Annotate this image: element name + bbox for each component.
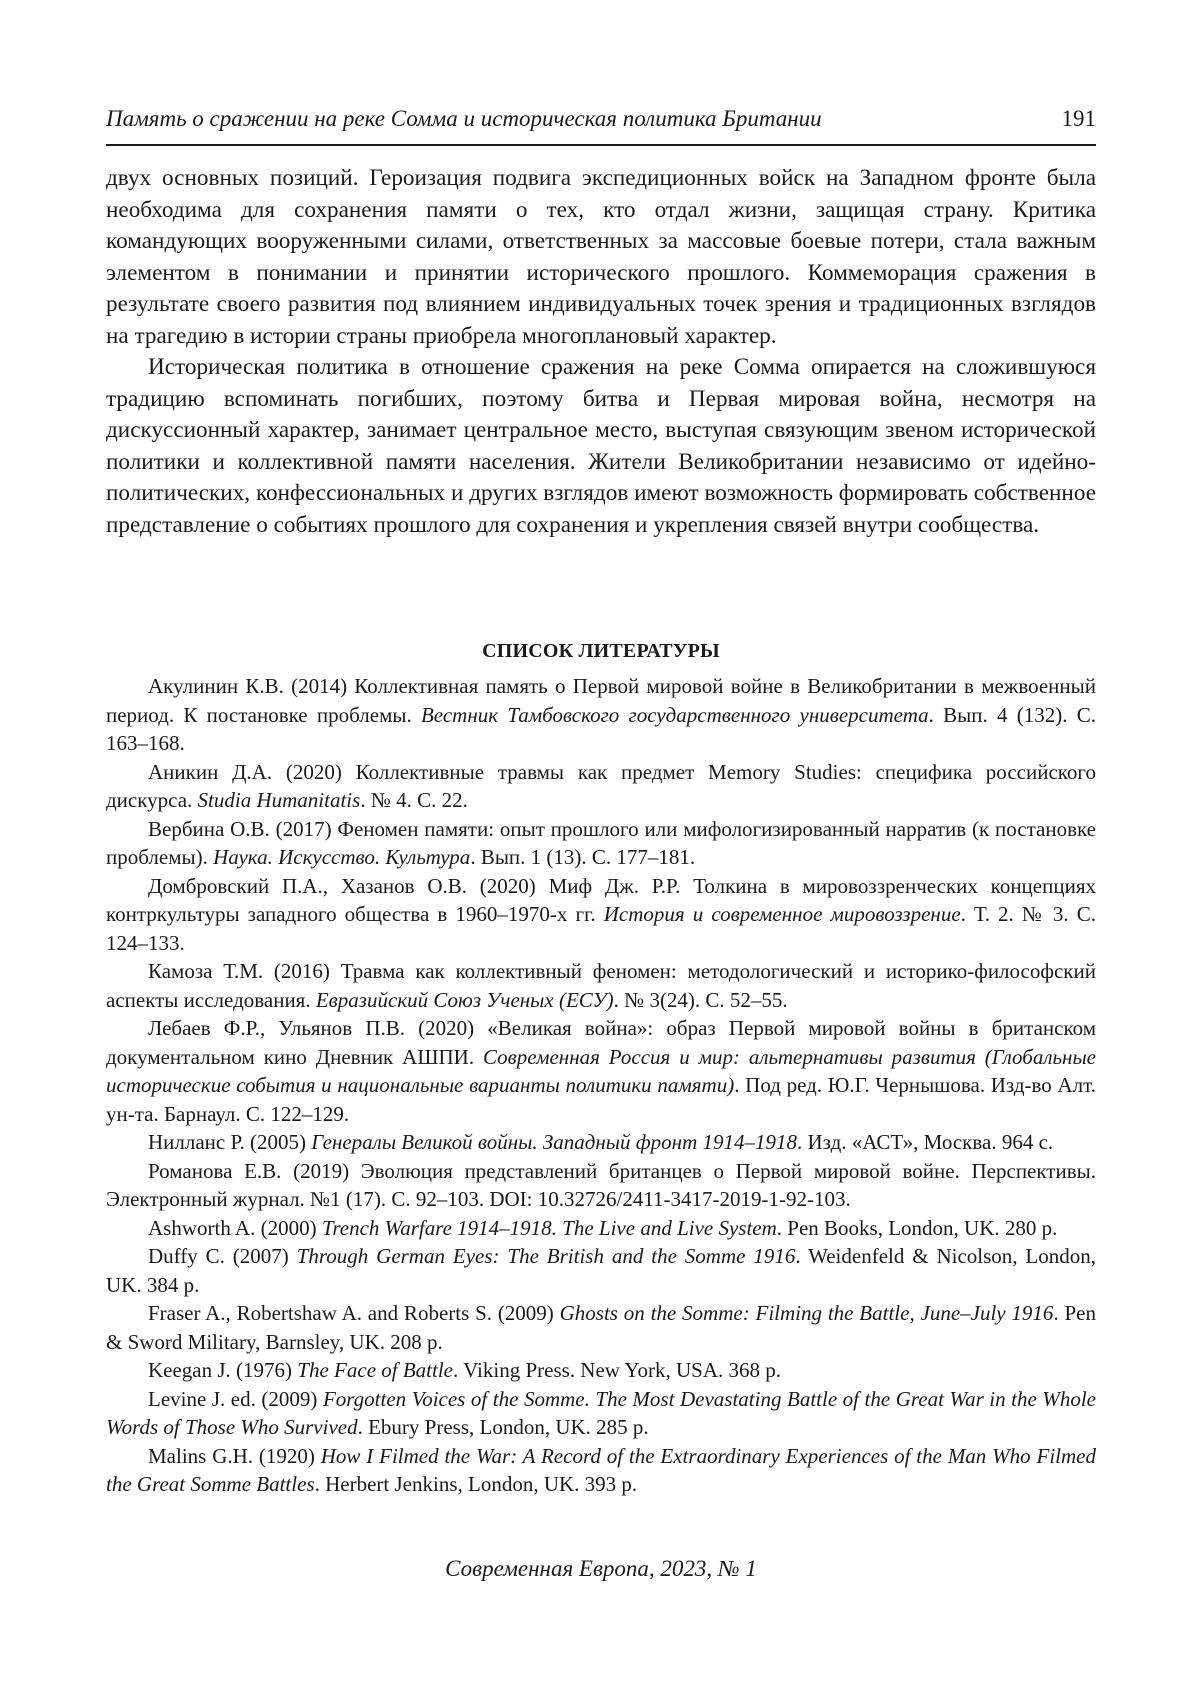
- reference-item: Keegan J. (1976) The Face of Battle. Viking Press. New York, USA. 368 p.: [148, 1358, 781, 1382]
- reference-item: Аникин Д.А. (2020) Коллективные травмы как предмет Memory Studies: специфика российского дискурса. Studia Humanitatis. № 4. С. 22.: [106, 759, 1096, 812]
- reference-item: Duffy C. (2007) Through German Eyes: The British and the Somme 1916. Weidenfeld & Nicolson, London, UK. 384 p.: [106, 1244, 1097, 1297]
- running-header: [106, 104, 1096, 146]
- reference-item: Лебаев Ф.Р., Ульянов П.В. (2020) «Великая война»: образ Первой мировой войны в британском документальном кино Дневник АШПИ. Современная Россия и мир: альтернативы развития (Глобальные исторические события и национальные варианты политики памяти). Под ред. Ю.Г. Чернышова. Изд-во Алт. ун-та. Барнаул. С. 122–129.: [106, 1016, 1096, 1126]
- reference-item: Романова Е.В. (2019) Эволюция представлений британцев о Первой мировой войне. Перспективы. Электронный журнал. №1 (17). С. 92–103. DOI: 10.32726/2411-3417-2019-1-92-103.: [106, 1158, 1096, 1211]
- body-text: [106, 163, 1096, 541]
- running-title: Память о сражении на реке Сомма и историческая политика Британии: [106, 106, 822, 131]
- reference-item: Камоза Т.М. (2016) Травма как коллективный феномен: методологический и историко-философский аспекты исследования. Евразийский Союз Ученых (ЕСУ). № 3(24). С. 52–55.: [106, 959, 1096, 1012]
- reference-item: Домбровский П.А., Хазанов О.В. (2020) Миф Дж. Р.Р. Толкина в мировоззренческих концепциях контркультуры западного общества в 1960–1970-х гг. История и современное мировоззрение. Т. 2. № 3. С. 124–133.: [106, 873, 1096, 955]
- reference-item: Нилланс Р. (2005) Генералы Великой войны. Западный фронт 1914–1918. Изд. «АСТ», Москва. 964 с.: [148, 1130, 1054, 1154]
- reference-item: Ashworth A. (2000) Trench Warfare 1914–1918. The Live and Live System. Pen Books, London, UK. 280 p.: [148, 1215, 1058, 1240]
- body-paragraph: Историческая политика в отношение сражения на реке Сомма опирается на сложившуюся традицию вспоминать погибших, поэтому битва и Первая мировая война, несмотря на дискуссионный характер, занимает центральное место, выступая связующим звеном исторической политики и коллективной памяти населения. Жители Великобритании независимо от идейно-политических, конфессиональных и других взглядов имеют возможность формировать собственное представление о событиях прошлого для сохранения и укрепления связей внутри сообщества.: [106, 354, 1096, 538]
- references-heading: СПИСОК ЛИТЕРАТУРЫ: [482, 640, 720, 662]
- page-number: 191: [1061, 106, 1096, 131]
- reference-item: Акулинин К.В. (2014) Коллективная память о Первой мировой войне в Великобритании в межвоенный период. К постановке проблемы. Вестник Тамбовского государственного университета. Вып. 4 (132). С. 163–168.: [106, 674, 1096, 755]
- reference-item: Вербина О.В. (2017) Феномен памяти: опыт прошлого или мифологизированный нарратив (к постановке проблемы). Наука. Искусство. Культура. Вып. 1 (13). С. 177–181.: [106, 816, 1096, 869]
- document-page: [106, 0, 1096, 1694]
- reference-item: Malins G.H. (1920) How I Filmed the War: A Record of the Extraordinary Experiences of the Man Who Filmed the Great Somme Battles. Herbert Jenkins, London, UK. 393 p.: [106, 1443, 1097, 1496]
- body-paragraph: двух основных позиций. Героизация подвига экспедиционных войск на Западном фронте была необходима для сохранения памяти о тех, кто отдал жизни, защищая страну. Критика командующих вооруженными силами, ответственных за массовые боевые потери, стала важным элементом в понимании и принятии исторического прошлого. Коммеморация сражения в результате своего развития под влиянием индивидуальных точек зрения и традиционных взглядов на трагедию в истории страны приобрела многоплановый характер.: [106, 165, 1096, 349]
- journal-footer: Современная Европа, 2023, № 1: [445, 1556, 757, 1581]
- reference-item: Fraser A., Robertshaw A. and Roberts S. (2009) Ghosts on the Somme: Filming the Battle, June–July 1916. Pen & Sword Military, Barnsley, UK. 208 p.: [106, 1301, 1096, 1354]
- references-list: [106, 672, 1096, 1499]
- reference-item: Levine J. ed. (2009) Forgotten Voices of the Somme. The Most Devastating Battle of the Great War in the Whole Words of Those Who Survived. Ebury Press, London, UK. 285 p.: [106, 1386, 1096, 1439]
